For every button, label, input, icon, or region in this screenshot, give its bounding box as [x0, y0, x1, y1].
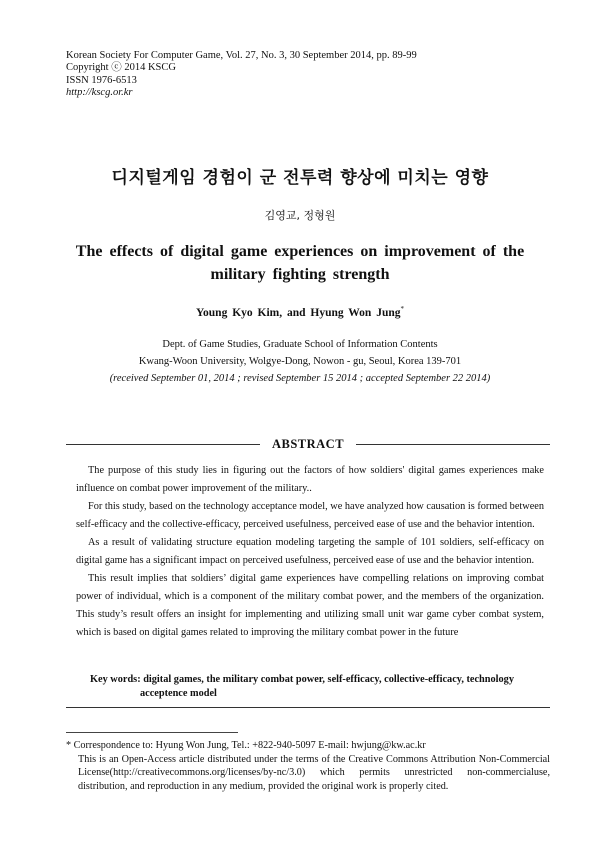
issn-line: ISSN 1976-6513 [66, 74, 137, 86]
corresponding-author-mark: * [400, 305, 404, 313]
abstract-rule-right [356, 444, 550, 445]
submission-dates: (received September 01, 2014 ; revised September 15 2014 ; accepted September 22 2014) [109, 373, 491, 384]
abstract-heading-label: ABSTRACT [271, 437, 345, 451]
abstract-paragraph: As a result of validating structure equation modeling targeting the sample of 101 soldiers, self-efficacy on digital game has a significant impact on perceived usefulness, perceived ease of use and the behavior intention. [76, 537, 544, 566]
journal-header [66, 50, 417, 99]
open-access-note: This is an Open-Access article distributed under the terms of the Creative Commons Attribution Non-Commercial License(http://creativecommons.org/licenses/by-nc/3.0) which permits unrestricted non-commercialuse, distribution, and reproduction in any medium, provided the original work is properly cited. [78, 753, 550, 792]
footnote-divider [66, 732, 238, 733]
abstract-paragraph: For this study, based on the technology acceptance model, we have analyzed how causation is formed between self-efficacy and the collective-efficacy, perceived usefulness, perceived ease of use and the behavior intention. [76, 501, 544, 530]
keywords-block [90, 673, 546, 701]
footnote-block [66, 739, 550, 793]
affiliation-dept: Dept. of Game Studies, Graduate School of Information Contents [162, 339, 438, 350]
correspondence-note: * Correspondence to: Hyung Won Jung, Tel.: +822-940-5097 E-mail: hwjung@kw.ac.kr [66, 740, 426, 751]
abstract-body [76, 462, 544, 642]
abstract-paragraph: This result implies that soldiers’ digital game experiences have compelling relations on improving combat power of individual, which is a component of the military combat power, and the members of the organization. This study’s result offers an insight for implementing and utilizing small unit war game cyber combat system, which is based on digital games related to improving the military combat power in the future [76, 573, 544, 638]
affiliation-university: Kwang-Woon University, Wolgye-Dong, Nowon - gu, Seoul, Korea 139-701 [138, 356, 462, 367]
section-divider [66, 707, 550, 708]
korean-authors: 김영교, 정형원 [264, 209, 336, 222]
affiliation-block [0, 336, 600, 387]
journal-citation: Korean Society For Computer Game, Vol. 27, No. 3, 30 September 2014, pp. 89-99 [66, 50, 417, 61]
author-names: Young Kyo Kim, and Hyung Won Jung [196, 306, 401, 319]
keywords-text: Key words: digital games, the military combat power, self-efficacy, collective-efficacy, technology acceptence model [90, 674, 514, 699]
korean-title: 디지털게임 경험이 군 전투력 향상에 미치는 영향 [111, 168, 489, 188]
english-title: The effects of digital game experiences on improvement of the military fighting strength [75, 243, 525, 283]
abstract-paragraph: The purpose of this study lies in figuring out the factors of how soldiers' digital games experiences make influence on combat power improvement of the military.. [76, 465, 544, 494]
journal-url[interactable]: http://kscg.or.kr [66, 86, 133, 98]
abstract-heading [66, 437, 550, 451]
english-authors [0, 305, 600, 319]
copyright-line: Copyright ⓒ 2014 KSCG [66, 62, 176, 74]
